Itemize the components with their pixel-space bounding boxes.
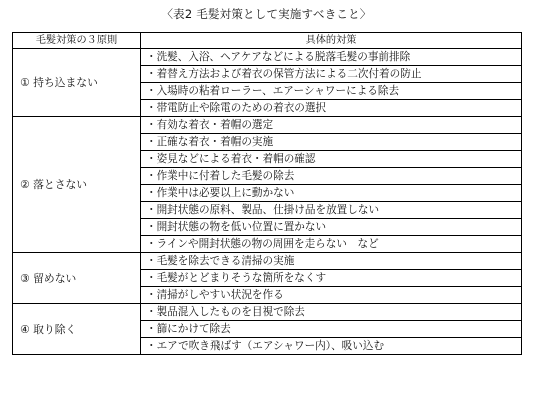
bullet-dot — [146, 136, 157, 148]
measure-text: 正確な着衣・着帽の実施 — [156, 136, 274, 148]
measure-item — [141, 99, 521, 116]
measure-text: 着替え方法および着衣の保管方法による二次付着の防止 — [156, 68, 422, 80]
table-row — [13, 49, 522, 117]
measure-text: 洗髪、入浴、ヘアケアなどによる脱落毛髪の事前排除 — [156, 51, 411, 63]
table-row — [13, 253, 522, 304]
measure-item — [141, 269, 521, 286]
measure-item — [141, 304, 521, 320]
measure-text: 清掃がしやすい状況を作る — [156, 289, 284, 301]
bullet-dot — [146, 102, 157, 114]
bullet-dot — [146, 51, 157, 63]
measure-text: 帯電防止や除電のための着衣の選択 — [156, 102, 327, 114]
measure-item — [141, 286, 521, 303]
measure-item — [141, 82, 521, 99]
measure-item — [141, 117, 521, 133]
bullet-dot — [146, 323, 157, 335]
measure-text: エアで吹き飛ばす（エアシャワー内）、吸い込む — [156, 340, 385, 352]
measure-item — [141, 201, 521, 218]
measure-text: 開封状態の原料、製品、仕掛け品を放置しない — [156, 204, 380, 216]
principle-cell: ① 持ち込まない — [13, 49, 141, 117]
header-principles: 毛髪対策の３原則 — [13, 33, 141, 49]
principle-cell: ④ 取り除く — [13, 304, 141, 355]
measure-text: 有効な着衣・着帽の選定 — [156, 119, 274, 131]
measure-text: ラインや開封状態の物の周囲を走らない など — [156, 238, 379, 250]
measure-item — [141, 184, 521, 201]
header-row — [13, 33, 522, 49]
table-row — [13, 304, 522, 355]
measure-text: 作業中に付着した毛髪の除去 — [156, 170, 295, 182]
hair-countermeasures-table — [12, 32, 522, 355]
principle-cell: ② 落とさない — [13, 117, 141, 253]
bullet-dot — [146, 289, 157, 301]
bullet-dot — [146, 153, 157, 165]
measures-cell — [141, 253, 522, 304]
measure-item — [141, 150, 521, 167]
measure-item — [141, 167, 521, 184]
table-body — [13, 49, 522, 355]
bullet-dot — [146, 204, 157, 216]
bullet-dot — [146, 187, 157, 199]
bullet-dot — [146, 68, 157, 80]
bullet-dot — [146, 255, 157, 267]
measures-cell — [141, 304, 522, 355]
bullet-dot — [146, 272, 157, 284]
header-measures: 具体的対策 — [141, 33, 522, 49]
measures-cell — [141, 117, 522, 253]
bullet-dot — [146, 85, 157, 97]
measures-cell — [141, 49, 522, 117]
bullet-dot — [146, 340, 157, 352]
bullet-dot — [146, 170, 157, 182]
bullet-dot — [146, 221, 157, 233]
principle-cell: ③ 留めない — [13, 253, 141, 304]
hair-countermeasures-table-container — [12, 32, 521, 355]
measure-item — [141, 49, 521, 65]
table-header — [13, 33, 522, 49]
measure-text: 姿見などによる着衣・着帽の確認 — [156, 153, 316, 165]
measure-text: 製品混入したものを目視で除去 — [156, 306, 305, 318]
measure-item — [141, 337, 521, 354]
measure-item — [141, 235, 521, 252]
bullet-dot — [146, 238, 157, 250]
table-caption: 〈表2 毛髪対策として実施すべきこと〉 — [161, 7, 372, 21]
measure-text: 毛髪を除去できる清掃の実施 — [156, 255, 295, 267]
measure-item — [141, 320, 521, 337]
table-row — [13, 117, 522, 253]
measure-text: 篩にかけて除去 — [156, 323, 231, 335]
measure-text: 入場時の粘着ローラー、エアーシャワーによる除去 — [156, 85, 400, 97]
measure-item — [141, 253, 521, 269]
bullet-dot — [146, 306, 157, 318]
measure-item — [141, 133, 521, 150]
measure-item — [141, 65, 521, 82]
measure-item — [141, 218, 521, 235]
measure-text: 作業中は必要以上に動かない — [156, 187, 295, 199]
measure-text: 毛髪がとどまりそうな箇所をなくす — [156, 272, 327, 284]
measure-text: 開封状態の物を低い位置に置かない — [156, 221, 327, 233]
bullet-dot — [146, 119, 157, 131]
